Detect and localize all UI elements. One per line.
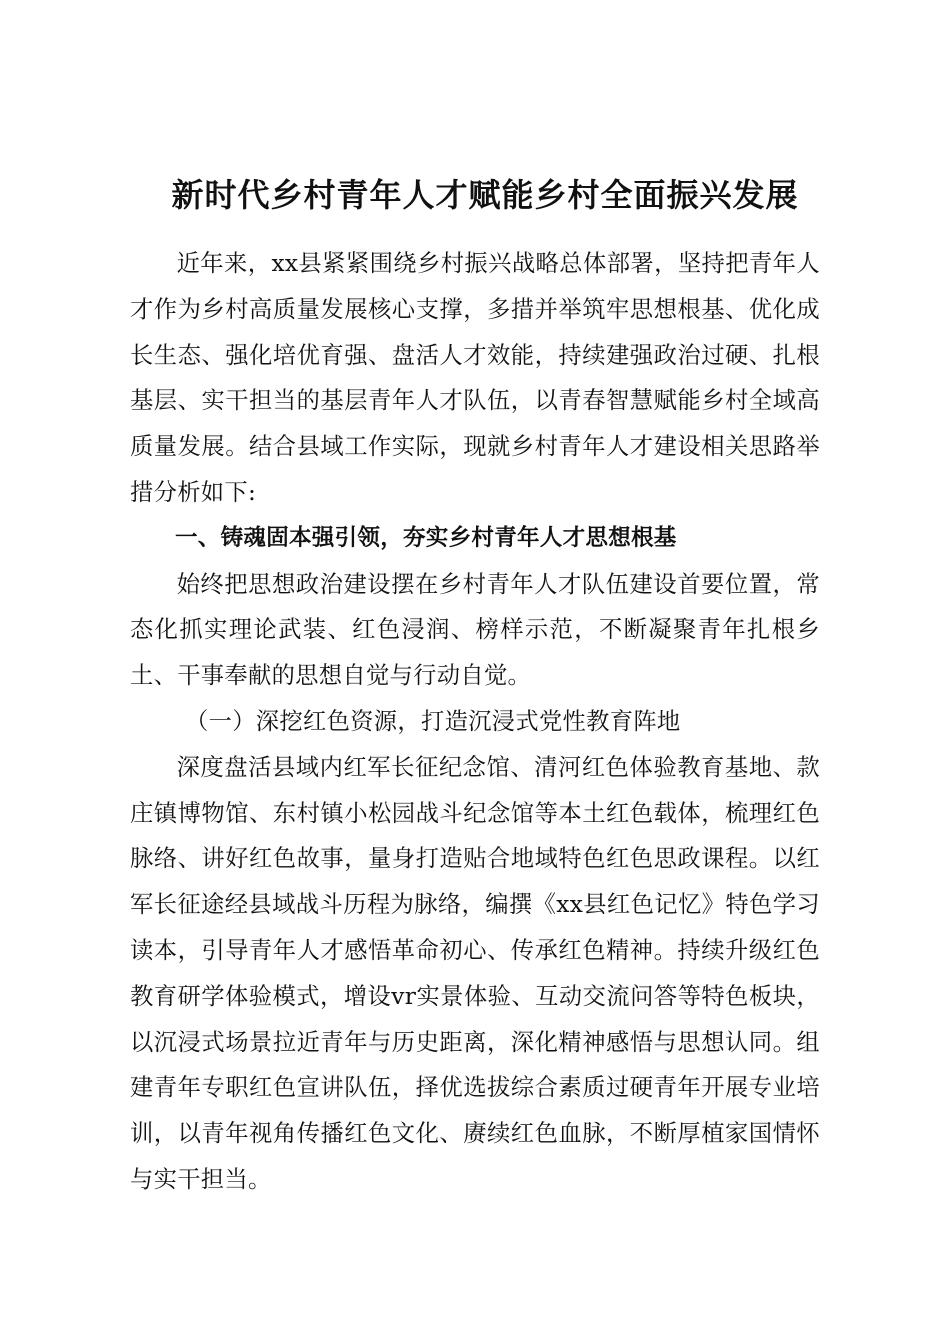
section-1-paragraph: 始终把思想政治建设摆在乡村青年人才队伍建设首要位置，常态化抓实理论武装、红色浸润、榜样示范，不断凝聚青年扎根乡土、干事奉献的思想自觉与行动自觉。 [130,570,820,690]
subsection-1-1-paragraph: 深度盘活县域内红军长征纪念馆、清河红色体验教育基地、款庄镇博物馆、东村镇小松园战斗纪念馆等本土红色载体，梳理红色脉络、讲好红色故事，量身打造贴合地域特色红色思政课程。以红军长征途经县域战斗历程为脉络，编撰《xx县红色记忆》特色学习读本，引导青年人才感悟革命初心、传承红色精神。持续升级红色教育研学体验模式，增设vr实景体验、互动交流问答等特色板块，以沉浸式场景拉近青年与历史距离，深化精神感悟与思想认同。组建青年专职红色宣讲队伍，择优选拔综合素质过硬青年开展专业培训，以青年视角传播红色文化、赓续红色血脉，不断厚植家国情怀与实干担当。 [130,753,820,1193]
document-page [130,165,820,1203]
section-heading-1: 一、铸魂固本强引领，夯实乡村青年人才思想根基 [175,524,677,551]
document-title: 新时代乡村青年人才赋能乡村全面振兴发展 [171,176,799,214]
subsection-heading-1-1: （一）深挖红色资源，打造沉浸式党性教育阵地 [185,707,681,735]
intro-paragraph: 近年来，xx县紧紧围绕乡村振兴战略总体部署，坚持把青年人才作为乡村高质量发展核心支撑，多措并举筑牢思想根基、优化成长生态、强化培优育强、盘活人才效能，持续建强政治过硬、扎根基层、实干担当的基层青年人才队伍，以青春智慧赋能乡村全域高质量发展。结合县域工作实际，现就乡村青年人才建设相关思路举措分析如下: [130,250,820,506]
